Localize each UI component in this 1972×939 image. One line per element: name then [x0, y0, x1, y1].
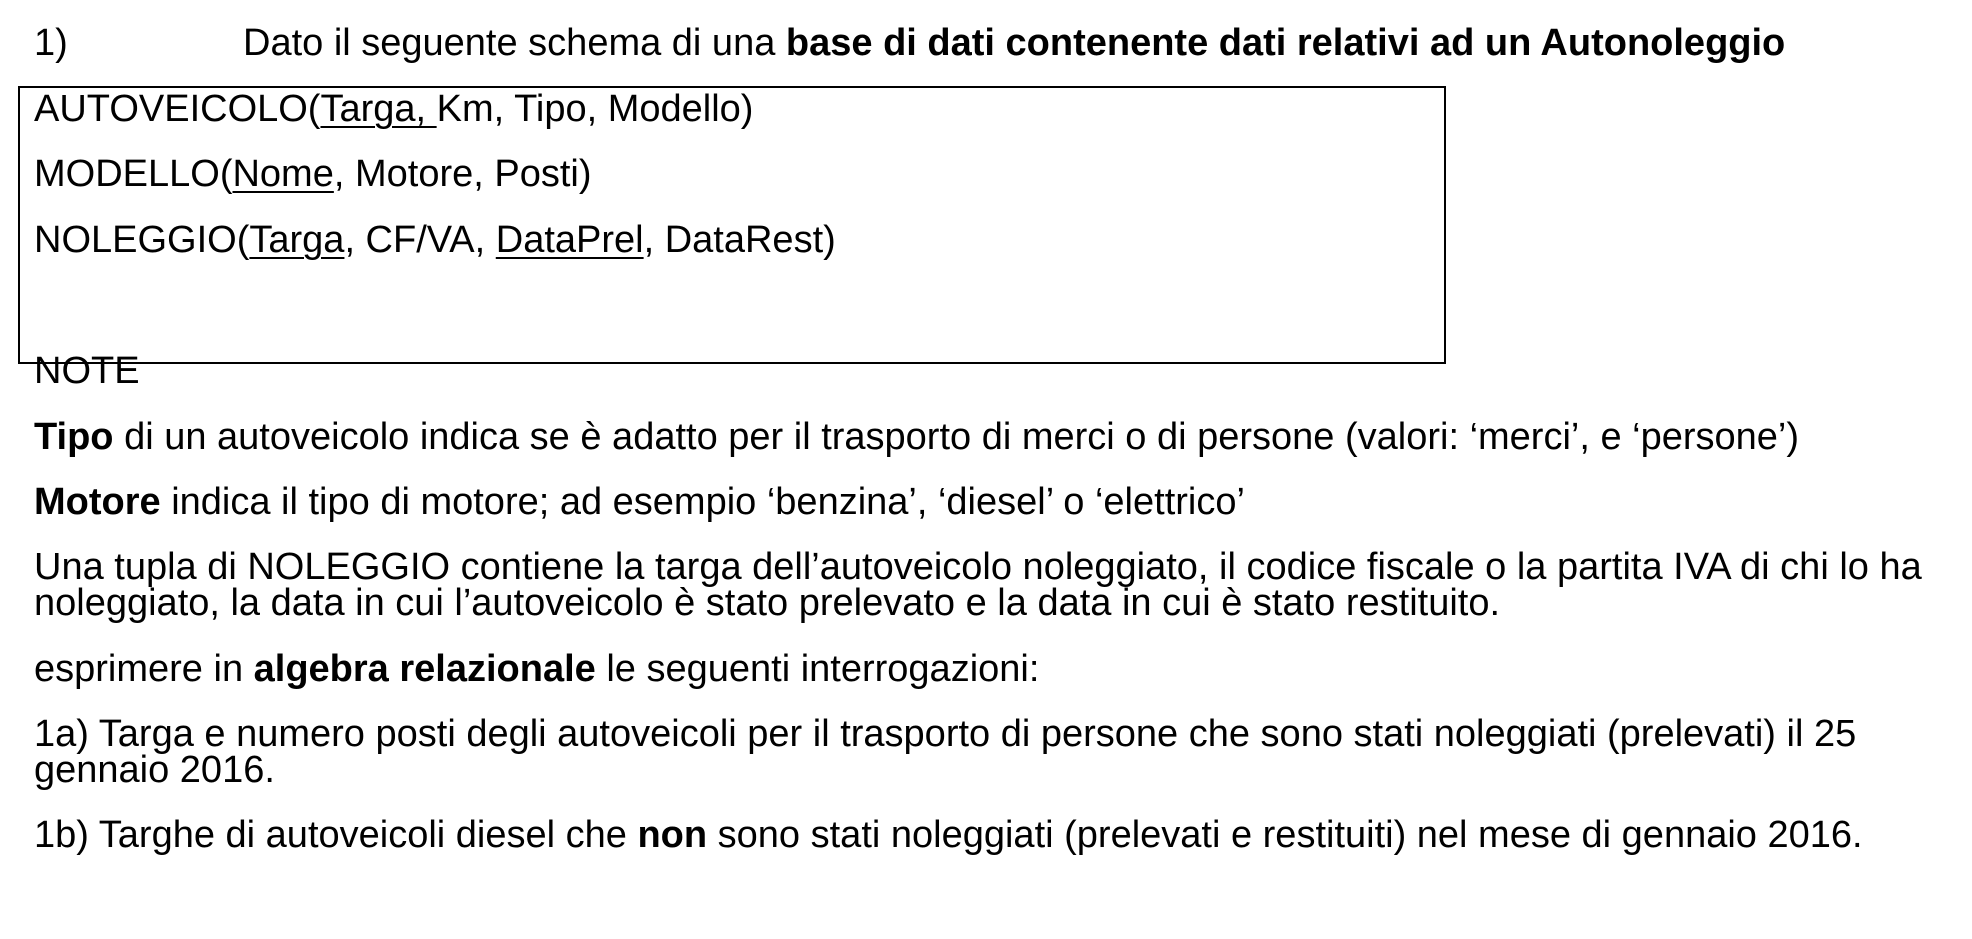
exercise-number: 1) [34, 22, 68, 64]
exercise-intro [243, 24, 1785, 62]
task-bold: algebra relazionale [253, 648, 596, 690]
primary-key: Targa [249, 219, 345, 261]
primary-key: Targa, [320, 88, 437, 130]
query-text: sono stati noleggiati (prelevati e restituiti) nel mese di gennaio 2016. [707, 814, 1863, 856]
query-1b [34, 814, 1969, 856]
query-text: 1b) Targhe di autoveicoli diesel che [34, 814, 638, 856]
attributes: , Motore, Posti) [333, 153, 592, 195]
intro-text: Dato il seguente schema di una [243, 22, 786, 64]
note-text: di un autoveicolo indica se è adatto per il trasporto di merci o di persone (valori: ‘merci’, e ‘persone’) [113, 416, 1800, 458]
note-motore [34, 483, 1245, 521]
task-text: le seguenti interrogazioni: [595, 648, 1040, 690]
query-1a: 1a) Targa e numero posti degli autoveicoli per il trasporto di persone che sono stati noleggiati (prelevati) il 25 gennaio 2016. [34, 713, 1857, 791]
relation-name: AUTOVEICOLO( [34, 88, 321, 130]
schema-autoveicolo [34, 90, 753, 128]
task-text: esprimere in [34, 648, 254, 690]
schema-noleggio [34, 221, 836, 259]
attributes: , CF/VA, [344, 219, 496, 261]
attributes: Km, Tipo, Modello) [436, 88, 754, 130]
attributes: , DataRest) [643, 219, 836, 261]
query-bold: non [637, 814, 708, 856]
notes-heading: NOTE [34, 350, 140, 392]
note-term: Tipo [34, 416, 114, 458]
task-instruction [34, 650, 1039, 688]
intro-bold: base di dati contenente dati relativi ad un Autonoleggio [785, 22, 1786, 64]
note-text: indica il tipo di motore; ad esempio ‘benzina’, ‘diesel’ o ‘elettrico’ [160, 481, 1245, 523]
relation-name: MODELLO( [34, 153, 233, 195]
note-tupla: Una tupla di NOLEGGIO contiene la targa dell’autoveicolo noleggiato, il codice fiscale o la partita IVA di chi lo ha noleggiato, la data in cui l’autoveicolo è stato prelevato e la data in cui è stato restituito. [34, 546, 1922, 624]
schema-modello [34, 155, 592, 193]
relation-name: NOLEGGIO( [34, 219, 250, 261]
note-tipo [34, 418, 1799, 456]
primary-key: Nome [232, 153, 334, 195]
primary-key: DataPrel [495, 219, 644, 261]
note-term: Motore [34, 481, 161, 523]
